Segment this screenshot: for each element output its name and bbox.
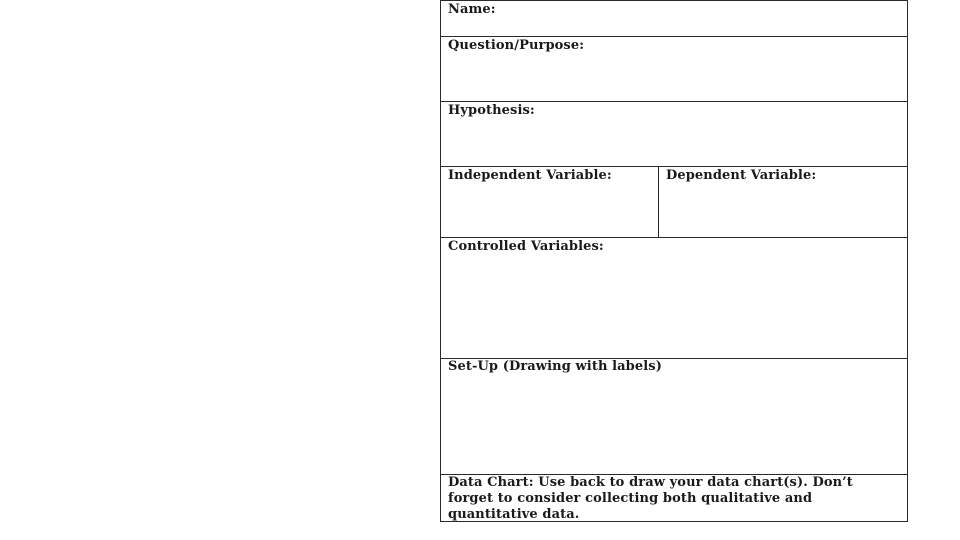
setup-label: Set-Up (Drawing with labels)	[448, 359, 662, 374]
setup-drawing-field[interactable]	[440, 358, 908, 476]
name-label: Name:	[448, 2, 496, 17]
lab-report-form	[440, 0, 908, 522]
data-chart-field[interactable]	[440, 474, 908, 522]
dependent-variable-field[interactable]	[658, 166, 908, 239]
independent-variable-field[interactable]	[440, 166, 660, 239]
dependent-variable-label: Dependent Variable:	[666, 168, 817, 183]
name-field[interactable]	[440, 0, 908, 38]
question-purpose-field[interactable]	[440, 36, 908, 103]
hypothesis-field[interactable]	[440, 101, 908, 168]
controlled-variables-label: Controlled Variables:	[448, 239, 604, 254]
controlled-variables-field[interactable]	[440, 237, 908, 360]
question-purpose-label: Question/Purpose:	[448, 38, 585, 53]
hypothesis-label: Hypothesis:	[448, 103, 535, 118]
independent-variable-label: Independent Variable:	[448, 168, 612, 183]
data-chart-label: Data Chart: Use back to draw your data chart(s). Don’t forget to consider collecting both qualitative and quantitative data.	[448, 475, 853, 522]
